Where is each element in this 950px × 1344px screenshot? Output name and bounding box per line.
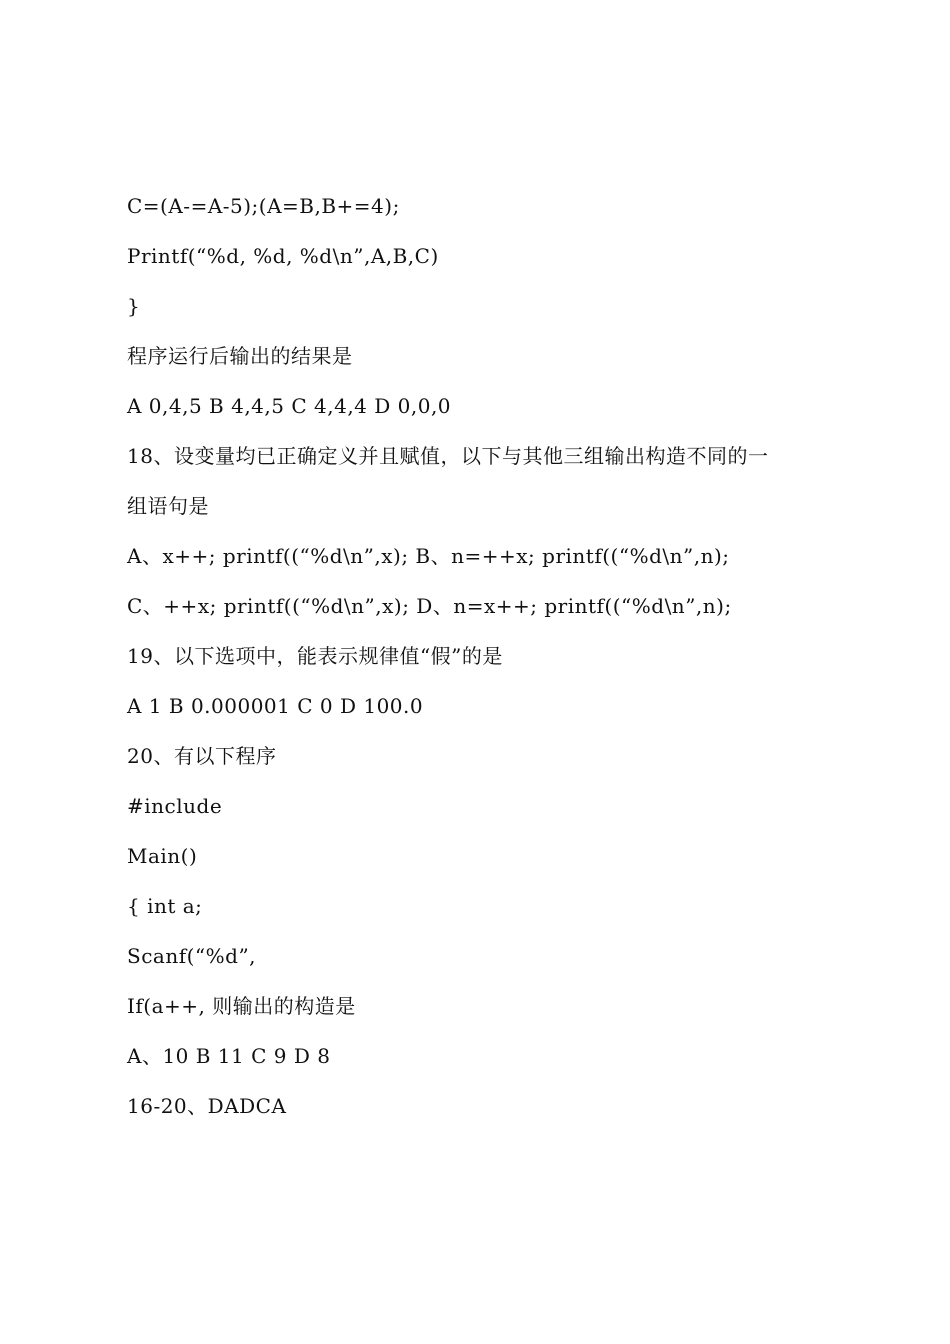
question-20-options: A、10 B 11 C 9 D 8 (127, 1044, 331, 1068)
code-line-closing-brace: } (127, 294, 141, 318)
code-line-assignments: C=(A-=A-5);(A=B,B+=4); (127, 194, 400, 218)
code-line-scanf: Scanf(“%d”, (127, 944, 257, 968)
code-line-declaration: { int a; (127, 894, 203, 918)
code-line-if: If(a++, 则输出的构造是 (127, 994, 356, 1018)
question-19-text: 19、以下选项中，能表示规律值“假”的是 (127, 644, 503, 668)
question-20-text: 20、有以下程序 (127, 744, 277, 768)
document-body (127, 188, 847, 1138)
question-19-options: A 1 B 0.000001 C 0 D 100.0 (127, 694, 424, 718)
question-18-text-continued: 组语句是 (127, 494, 209, 518)
question-17-prompt: 程序运行后输出的结果是 (127, 344, 353, 368)
question-18-options-ab: A、x++; printf((“%d\n”,x); B、n=++x; printf((“%d\n”,n); (127, 544, 730, 568)
question-18-text: 18、设变量均已正确定义并且赋值，以下与其他三组输出构造不同的一 (127, 444, 769, 468)
code-line-printf: Printf(“%d, %d, %d\n”,A,B,C) (127, 244, 439, 268)
code-line-main: Main() (127, 844, 198, 868)
question-18-options-cd: C、++x; printf((“%d\n”,x); D、n=x++; printf((“%d\n”,n); (127, 594, 732, 618)
answer-key: 16-20、DADCA (127, 1094, 287, 1118)
question-17-options: A 0,4,5 B 4,4,5 C 4,4,4 D 0,0,0 (127, 394, 452, 418)
code-line-include: #include (127, 794, 223, 818)
